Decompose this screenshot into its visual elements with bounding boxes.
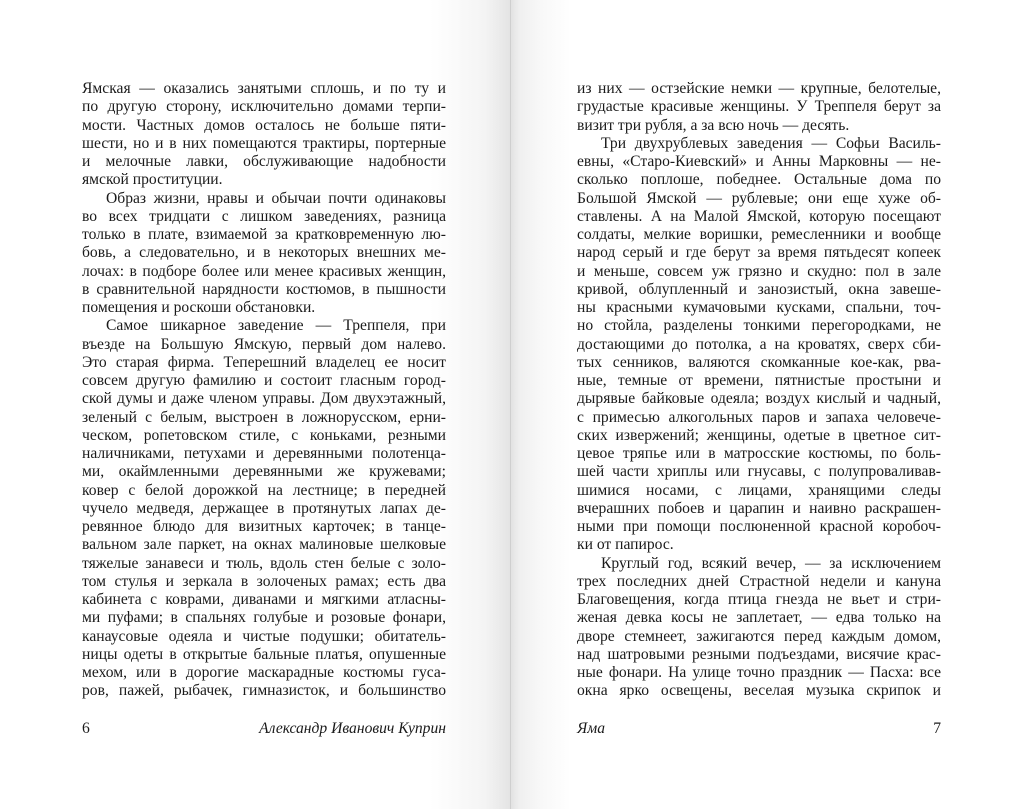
- text-line: достающими до потолка, а на кроватях, сверх сби-: [577, 335, 941, 353]
- text-line: Благовещения, когда птица гнезда не вьет и стри-: [577, 591, 941, 608]
- text-line: только в плате, взимаемой за кратковременную лю-: [82, 226, 446, 243]
- text-line: ковер с белой дорожкой на лестнице; в передней: [82, 481, 446, 499]
- text-line: вчерашних побоев и царапин и наивно раскрашен-: [577, 499, 941, 517]
- text-line: тяжелые занавеси и тюль, вдоль стен белые с золо-: [82, 554, 446, 572]
- text-line: совсем другую фамилию и состоит гласным город-: [82, 372, 446, 389]
- text-line: Это старая фирма. Теперешний владелец ее носит: [82, 353, 446, 371]
- text-line: Круглый год, всякий вечер, — за исключением: [601, 554, 941, 572]
- text-line: ницы одеты в открытые бальные платья, опушенные: [82, 645, 446, 663]
- text-line: окна ярко освещены, веселая музыка скрипок и: [577, 682, 941, 700]
- text-line: ставлены. А на Малой Ямской, которую посещают: [577, 207, 941, 225]
- text-line: с примесью алкогольных паров и запаха человече-: [577, 408, 941, 426]
- text-line: чучело медведя, держащее в протянутых лапах де-: [82, 499, 446, 517]
- text-line: канаусовые одеяла и чистые подушки; обитатель-: [82, 627, 446, 645]
- page-text: [82, 80, 446, 701]
- text-line: ные фонари. На улице точно праздник — Пасха: все: [577, 664, 941, 681]
- text-line: ные, темные от времени, пятнистые простыни и: [577, 372, 941, 389]
- text-line: народ серый и где берут за время пятьдесят копеек: [577, 244, 941, 262]
- text-line: зеленый с белым, выстроен в ложнорусском, ерни-: [82, 408, 446, 426]
- text-line: шимися носами, с лицами, хранящими следы: [577, 481, 941, 499]
- text-line: мости. Частных домов осталось не больше пяти-: [82, 116, 446, 134]
- text-line: но стойла, разделены тонкими перегородками, не: [577, 317, 941, 335]
- page-number: 6: [82, 720, 90, 737]
- text-line: въезде на Большую Ямскую, первый дом налево.: [82, 335, 446, 353]
- text-line: ны красными кумачовыми кусками, спальни, точ-: [577, 299, 941, 316]
- text-line: кривой, облупленный и занозистый, окна завеше-: [577, 280, 941, 298]
- text-line: тых сенников, валяются скомканные кое-как, рва-: [577, 353, 941, 371]
- text-line: Образ жизни, нравы и обычаи почти одинаковы: [106, 189, 446, 207]
- page-footer: [82, 720, 446, 738]
- text-line: ров, пажей, рыбачек, гимназисток, и большинство: [82, 682, 446, 700]
- text-line: ских извержений; женщины, одетые в цветное сит-: [577, 426, 941, 444]
- text-line: наличниками, петухами и деревянными полотенца-: [82, 445, 446, 462]
- text-line: дырявые байковые одеяла; воздух кислый и чадный,: [577, 390, 941, 408]
- text-line: ямской проституции.: [82, 171, 223, 189]
- text-line: ми пуфами; в спальнях голубые и розовые фонари,: [82, 609, 446, 627]
- text-line: мехом, или в дорогие маскарадные костюмы гуса-: [82, 664, 446, 681]
- text-line: трех последних дней Страстной недели и кануна: [577, 572, 941, 590]
- text-line: Большой Ямской — рублевые; они еще хуже об-: [577, 189, 941, 207]
- text-line: вальном зале паркет, на окнах малиновые шелковые: [82, 536, 446, 554]
- text-line: евны, «Старо-Киевский» и Анны Марковны — не-: [577, 153, 941, 170]
- text-line: солдаты, мелкие воришки, ремесленники и вообще: [577, 226, 941, 243]
- text-line: ревянное блюдо для визитных карточек; в танце-: [82, 518, 446, 535]
- text-line: ской думы и даже членом управы. Дом двухэтажный,: [82, 390, 446, 408]
- text-line: и меньше, совсем уж грязно и скудно: пол в зале: [577, 262, 941, 280]
- text-line: в сравнительной нарядности костюмов, в пышности: [82, 280, 446, 298]
- right-page: [511, 0, 1025, 809]
- running-head-title: Яма: [577, 720, 605, 737]
- text-line: грудастые красивые женщины. У Треппеля берут за: [577, 98, 941, 116]
- text-line: шей части хриплы или гнусавы, с полупроваливав-: [577, 463, 941, 481]
- text-line: цевое тряпье или в матросские костюмы, по боль-: [577, 445, 941, 462]
- page-number: 7: [933, 720, 941, 737]
- text-line: женая девка косы не заплетает, — едва только на: [577, 609, 941, 627]
- text-line: по другую сторону, исключительно домами терпи-: [82, 98, 446, 116]
- text-line: над шатровыми резными подъездами, висячие крас-: [577, 645, 941, 663]
- text-line: Ямская — оказались занятыми сплошь, и по ту и: [82, 80, 446, 97]
- text-line: бовь, а следовательно, и в некоторых внешних ме-: [82, 244, 446, 262]
- text-line: и мелочные лавки, обслуживающие надобности: [82, 153, 446, 170]
- text-line: шести, но и в них помещаются трактиры, портерные: [82, 134, 446, 152]
- text-line: ки от папирос.: [577, 536, 674, 554]
- text-line: ми, окаймленными деревянными же кружевами;: [82, 463, 446, 481]
- text-line: ческом, ропетовском стиле, с коньками, резными: [82, 426, 446, 444]
- page-text: [577, 80, 941, 701]
- text-line: Самое шикарное заведение — Треппеля, при: [106, 317, 446, 335]
- running-head-author: Александр Иванович Куприн: [259, 720, 446, 737]
- text-line: кабинета с коврами, диванами и мягкими атласны-: [82, 591, 446, 608]
- text-line: во всех тридцати с лишком заведениях, разница: [82, 207, 446, 225]
- text-line: помещения и роскоши обстановки.: [82, 299, 316, 316]
- text-line: Три двухрублевых заведения — Софьи Василь-: [601, 134, 941, 152]
- text-line: дворе стемнеет, зажигаются перед каждым домом,: [577, 627, 941, 645]
- text-line: том стулья и зеркала в золоченых рамах; есть два: [82, 572, 446, 590]
- text-line: лочах: в подборе более или менее красивых женщин,: [82, 262, 446, 280]
- left-page: [0, 0, 511, 809]
- page-footer: [577, 720, 941, 738]
- text-line: визит три рубля, а за всю ночь — десять.: [577, 116, 850, 134]
- text-line: ными при помощи послюненной красной коробоч-: [577, 518, 941, 535]
- text-line: сколько поплоше, победнее. Остальные дома по: [577, 171, 941, 189]
- text-line: из них — остзейские немки — крупные, белотелые,: [577, 80, 941, 97]
